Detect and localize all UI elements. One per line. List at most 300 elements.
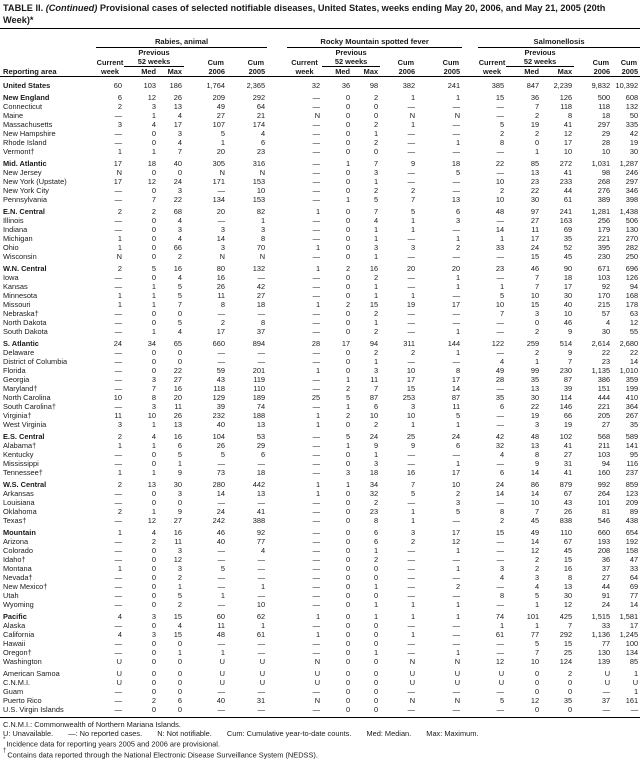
value-cell: 57 [601,309,611,318]
value-cell: — [312,468,321,477]
value-cell: 1 [455,327,461,336]
reporting-area-cell: Georgia [3,375,30,384]
reporting-area-cell: Utah [3,591,19,600]
value-cell: — [114,216,122,225]
value-cell: 2 [373,93,379,102]
value-cell: 1 [373,357,379,366]
value-cell: 0 [177,705,182,714]
value-cell: 0 [151,582,156,591]
value-cell: 1 [455,273,461,282]
value-cell: 15 [173,630,182,639]
value-cell: 0 [151,621,156,630]
value-cell: 1,136 [591,630,611,639]
value-cell: 0 [345,309,351,318]
column-gap [462,48,478,58]
value-cell: 0 [345,318,351,327]
value-cell: — [452,177,461,186]
column-gap [267,384,287,393]
value-cell: 2 [177,252,182,261]
value-cell: 0 [151,348,156,357]
value-cell: 364 [625,402,639,411]
value-cell: 1 [345,375,351,384]
value-cell: 395 [597,243,611,252]
value-cell: 0 [151,168,156,177]
value-cell: 0 [345,168,351,177]
value-cell: 0 [151,498,156,507]
value-cell: — [452,291,461,300]
table-row [0,120,640,129]
value-cell: 5 [151,264,156,273]
value-cell: U [498,669,505,678]
column-gap [267,411,287,420]
value-cell: — [452,621,461,630]
reporting-area-cell: Texas† [3,516,27,525]
value-cell: — [312,177,321,186]
column-gap [267,102,287,111]
value-cell: 205 [597,411,611,420]
value-cell: — [312,402,321,411]
value-cell: 442 [252,480,266,489]
value-cell: 10 [563,309,573,318]
value-cell: 12 [530,546,540,555]
value-cell: 1 [373,450,379,459]
value-cell: 359 [625,375,639,384]
value-cell: 14 [530,468,540,477]
value-cell: 62 [256,612,266,621]
value-cell: 49 [495,366,505,375]
value-cell: — [114,696,122,705]
table-row [0,156,640,168]
value-cell: 1 [410,225,416,234]
value-cell: 28 [601,138,611,147]
value-cell: 2 [499,516,505,525]
value-cell: 8 [499,591,505,600]
value-cell: 0 [177,639,182,648]
value-cell: 0 [177,348,182,357]
value-cell: 2 [410,537,416,546]
value-cell: — [217,498,225,507]
value-cell: 201 [252,366,266,375]
value-cell: 0 [345,630,351,639]
value-cell: — [217,639,225,648]
value-cell: 3 [177,546,182,555]
reporting-area-cell: Kansas [3,282,28,291]
table-row [0,261,640,273]
value-cell: 23 [601,357,611,366]
legend-med: Med: Median. [366,728,412,738]
value-cell: — [496,600,505,609]
value-cell: 0 [345,498,351,507]
value-cell: 30 [173,480,182,489]
reporting-area-cell: Oregon† [3,648,32,657]
value-cell: 1,287 [619,159,639,168]
value-cell: — [217,555,225,564]
column-gap [267,168,287,177]
value-cell: 40 [563,300,573,309]
value-cell: 66 [563,411,573,420]
value-cell: 163 [559,216,573,225]
value-cell: 97 [530,207,540,216]
value-cell: — [257,273,266,282]
value-cell: U [314,669,321,678]
column-gap [267,564,287,573]
value-cell: — [312,234,321,243]
table-row [0,429,640,441]
value-cell: 24 [601,600,611,609]
value-cell: 0 [345,564,351,573]
column-gap [267,90,287,102]
legend-cum: Cum: Cumulative year-to-date counts. [226,728,352,738]
value-cell: 879 [559,480,573,489]
value-cell: 3 [410,243,416,252]
value-cell: 60 [113,81,122,90]
value-cell: 22 [530,402,540,411]
value-cell: 46 [216,528,225,537]
value-cell: 66 [173,243,182,252]
value-cell: 0 [345,546,351,555]
value-cell: 10 [601,147,611,156]
value-cell: 41 [563,168,573,177]
value-cell: 5 [455,411,461,420]
column-gap [267,357,287,366]
reporting-area-cell: New York City [3,186,50,195]
value-cell: 1 [151,507,156,516]
value-cell: — [452,129,461,138]
value-cell: 0 [151,687,156,696]
value-cell: 13 [530,168,540,177]
value-cell: 3 [410,528,416,537]
value-cell: 77 [256,537,266,546]
value-cell: 45 [530,516,540,525]
value-cell: — [452,186,461,195]
value-cell: 1 [117,291,122,300]
value-cell: 696 [625,264,639,273]
value-cell: 43 [216,375,225,384]
asterisk-symbol: * [3,737,6,744]
column-gap [462,186,478,195]
table-row [0,309,640,318]
column-gap [462,90,478,102]
cum-label: Cum [620,57,638,67]
value-cell: 1,010 [619,366,639,375]
table-row [0,666,640,678]
value-cell: — [407,591,416,600]
value-cell: — [496,384,505,393]
value-cell: 1 [177,459,182,468]
value-cell: — [114,705,122,714]
value-cell: 74 [495,612,505,621]
value-cell: — [114,111,122,120]
value-cell: 0 [345,207,351,216]
title-main: Provisional cases of selected notifiable diseases, United States, weeks ending May 20, 2006, and May 21, 2005 [99,3,581,13]
reporting-area-cell: Ohio [3,243,19,252]
value-cell: 10 [113,393,122,402]
table-row [0,546,640,555]
value-cell: 0 [345,186,351,195]
value-cell: 7 [534,507,540,516]
value-cell: 1 [455,648,461,657]
value-cell: 30 [563,591,573,600]
value-cell: 14 [451,384,461,393]
value-cell: 5 [177,282,182,291]
value-cell: 118 [598,102,611,111]
value-cell: 264 [597,489,611,498]
value-cell: — [114,366,122,375]
week-label: week [478,67,506,77]
column-gap [462,177,478,186]
value-cell: 2 [373,420,379,429]
value-cell: 17 [341,339,351,348]
value-cell: 0 [345,639,351,648]
value-cell: 151 [597,384,611,393]
value-cell: — [312,432,321,441]
table-row [0,252,640,261]
value-cell: — [630,705,639,714]
table-row [0,564,640,573]
value-cell: 0 [151,216,156,225]
value-cell: — [114,537,122,546]
value-cell: — [312,102,321,111]
column-gap [267,525,287,537]
table-row [0,696,640,705]
value-cell: 0 [345,225,351,234]
column-gap [462,120,478,129]
value-cell: 153 [252,195,266,204]
value-cell: 2 [373,309,379,318]
value-cell: 1 [315,612,321,621]
value-cell: 1 [260,582,266,591]
value-cell: — [496,327,505,336]
value-cell: — [312,291,321,300]
value-cell: 0 [151,657,156,666]
column-gap [462,102,478,111]
value-cell: 1 [373,546,379,555]
column-gap [267,639,287,648]
cum-label: Cum [207,57,224,67]
column-gap [267,591,287,600]
value-cell: 1 [315,630,321,639]
value-cell: 0 [151,186,156,195]
column-gap [267,243,287,252]
value-cell: — [496,111,505,120]
value-cell: 3 [534,573,540,582]
table-row [0,318,640,327]
value-cell: 894 [252,339,266,348]
value-cell: 0 [151,591,156,600]
reporting-area-cell: New Hampshire [3,129,56,138]
column-gap [462,516,478,525]
column-gap [462,696,478,705]
value-cell: 9 [567,348,573,357]
value-cell: — [257,357,266,366]
value-cell: 0 [151,366,156,375]
value-cell: 32 [495,441,505,450]
value-cell: 1 [373,291,379,300]
value-cell: 1 [117,441,122,450]
value-cell: U [454,678,461,687]
value-cell: — [496,648,505,657]
value-cell: 0 [373,705,379,714]
value-cell: 1,515 [591,612,611,621]
value-cell: 1 [455,282,461,291]
year-2005-label: 2005 [227,67,267,77]
table-row [0,300,640,309]
value-cell: — [407,573,416,582]
column-gap [267,336,287,348]
value-cell: — [407,147,416,156]
column-gap [462,273,478,282]
value-cell: 2 [534,555,540,564]
value-cell: 1 [117,468,122,477]
value-cell: N [454,657,461,666]
table-row [0,195,640,204]
value-cell: — [452,252,461,261]
value-cell: — [407,705,416,714]
column-gap [267,468,287,477]
value-cell: 11 [174,537,182,546]
value-cell: 1 [373,234,379,243]
value-cell: — [452,555,461,564]
value-cell: 0 [177,657,182,666]
value-cell: 0 [345,573,351,582]
value-cell: — [496,216,505,225]
value-cell: 0 [345,669,351,678]
value-cell: 1 [373,225,379,234]
value-cell: 1 [534,357,540,366]
table-row [0,609,640,621]
value-cell: 168 [625,291,639,300]
value-cell: 9 [534,459,540,468]
value-cell: 1 [410,93,416,102]
value-cell: 170 [597,291,611,300]
value-cell: 0 [345,507,351,516]
value-cell: 232 [212,411,225,420]
value-cell: — [312,186,321,195]
value-cell: — [312,195,321,204]
value-cell: 0 [345,657,351,666]
value-cell: 35 [563,696,573,705]
value-cell: 81 [601,507,611,516]
value-cell: 19 [629,138,639,147]
value-cell: 1,031 [591,159,611,168]
column-gap [267,609,287,621]
value-cell: 9,832 [591,81,611,90]
column-gap [462,243,478,252]
value-cell: — [312,93,321,102]
value-cell: 2 [117,207,122,216]
value-cell: 70 [256,243,266,252]
value-cell: 1,135 [591,366,611,375]
table-row [0,111,640,120]
reporting-area-cell: Nebraska† [3,309,39,318]
column-gap [267,129,287,138]
value-cell: — [496,147,505,156]
value-cell: — [407,498,416,507]
reporting-area-cell: Connecticut [3,102,43,111]
value-cell: 253 [402,393,416,402]
reporting-area-cell: Mountain [3,528,36,537]
value-cell: 0 [345,696,351,705]
value-cell: 36 [530,93,540,102]
column-gap [462,300,478,309]
value-cell: 11 [370,375,379,384]
value-cell: 39 [216,402,225,411]
value-cell: 3 [373,459,379,468]
value-cell: 4 [177,111,182,120]
column-gap [462,156,478,168]
table-row [0,477,640,489]
column-gap [462,282,478,291]
table-row [0,243,640,252]
value-cell: 61 [563,195,573,204]
value-cell: 2 [534,564,540,573]
value-cell: 1,581 [619,612,639,621]
value-cell: 847 [526,81,540,90]
reporting-area-cell: North Carolina [3,393,51,402]
value-cell: 3 [151,102,156,111]
value-cell: 859 [625,480,639,489]
value-cell: 1,281 [591,207,611,216]
table-row [0,366,640,375]
value-cell: 346 [625,186,639,195]
value-cell: 3 [177,129,182,138]
value-cell: 6 [373,402,379,411]
value-cell: U [116,669,122,678]
value-cell: 5 [220,564,225,573]
value-cell: 20 [451,264,461,273]
column-gap [267,696,287,705]
value-cell: 0 [373,669,379,678]
value-cell: 0 [345,612,351,621]
value-cell: 0 [373,102,379,111]
value-cell: 0 [345,621,351,630]
value-cell: 5 [177,591,182,600]
column-gap [267,120,287,129]
cum-label: Cum [442,57,460,67]
value-cell: — [312,168,321,177]
value-cell: 6 [499,402,505,411]
value-cell: 12 [173,555,182,564]
table-row [0,336,640,348]
value-cell: — [217,186,225,195]
value-cell: 0 [151,450,156,459]
value-cell: 107 [212,120,225,129]
value-cell: 0 [345,648,351,657]
value-cell: 4 [605,318,611,327]
value-cell: 17 [451,375,461,384]
value-cell: — [312,516,321,525]
table-row [0,375,640,384]
reporting-area-cell: Virginia† [3,411,32,420]
value-cell: 61 [256,630,266,639]
value-cell: 103 [597,450,611,459]
value-cell: 6 [373,537,379,546]
value-cell: 64 [256,102,266,111]
column-gap [462,195,478,204]
value-cell: 17 [113,159,122,168]
value-cell: 3 [151,375,156,384]
column-gap [462,384,478,393]
reporting-area-cell: Minnesota [3,291,38,300]
value-cell: — [407,564,416,573]
value-cell: 0 [534,138,540,147]
table-row [0,234,640,243]
value-cell: N [314,111,321,120]
value-cell: 89 [629,507,639,516]
table-row [0,582,640,591]
value-cell: 7 [373,384,379,393]
value-cell: 15 [495,93,505,102]
